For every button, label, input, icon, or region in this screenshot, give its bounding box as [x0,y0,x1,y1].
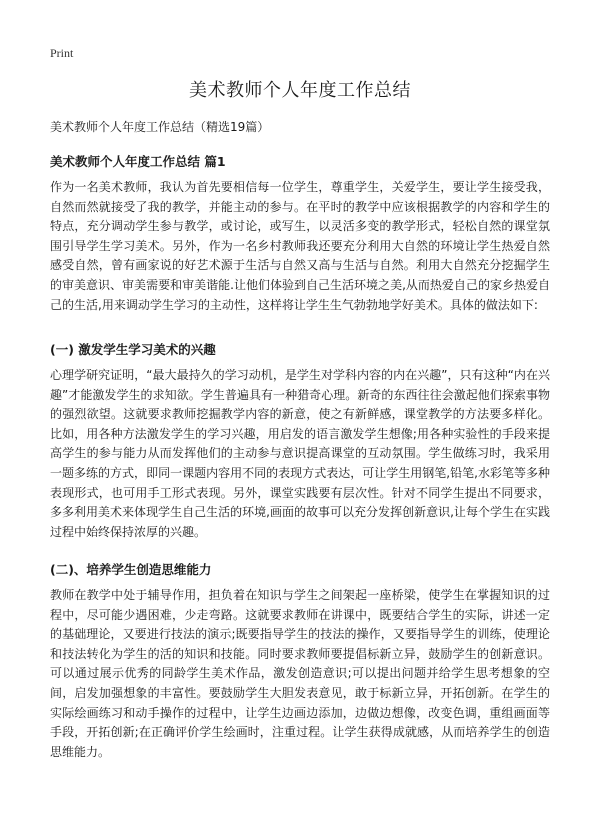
document-subtitle: 美术教师个人年度工作总结（精选19篇） [50,120,270,134]
intro-paragraph: 作为一名美术教师，我认为首先要相信每一位学生，尊重学生，关爱学生，要让学生接受我，自然而然就接受了我的教学，并能主动的参与。在平时的教学中应该根据教学的内容和学生的特点，充分调动学生参与教学，或讨论，或写生，以灵活多变的教学形式，轻松自然的课堂氛围引导学生学习美术。另外，作为一名乡村教师我还要充分利用大自然的环境让学生热爱自然感受自然，曾有画家说的好艺术源于生活与自然又高与生活与自然。利用大自然充分挖掘学生的审美意识、审美需要和审美谐能.让他们体验到自己生活环境之美,从而热爱自己的家乡热爱自己的生活,用来调动学生学习的主动性，这样将让学生生气勃勃地学好美术。具体的做法如下: [50,180,550,312]
section1-heading: (一) 激发学生学习美术的兴趣 [50,342,216,357]
print-label: Print [50,46,74,60]
section2-paragraph: 教师在教学中处于辅导作用，担负着在知识与学生之间架起一座桥梁，使学生在掌握知识的过程中，尽可能少遇困难，少走弯路。这就要求教师在讲课中，既要结合学生的实际，讲述一定的基础理论，又要进行技法的演示;既要指导学生的技法的操作，又要指导学生的训练，使理论和技法转化为学生的活的知识和技能。同时要求教师要提倡标新立异，鼓励学生的创新意识。可以通过展示优秀的同龄学生美术作品，激发创造意识;可以提出问题并给学生思考想象的空间，启发加强想象的丰富性。要鼓励学生大胆发表意见，敢于标新立异，开拓创新。在学生的实际绘画练习和动手操作的过程中，让学生边画边添加，边做边想像，改变色调，重组画面等手段，开拓创新;在正确评价学生绘画时，注重过程。让学生获得成就感，从而培养学生的创造思维能力。 [50,588,550,759]
article-heading: 美术教师个人年度工作总结 篇1 [50,154,226,169]
section2-heading: (二)、培养学生创造思维能力 [50,562,212,577]
section1-paragraph: 心理学研究证明，“最大最持久的学习动机，是学生对学科内容的内在兴趣”，只有这种“内在兴趣”才能激发学生的求知欲。学生普遍具有一种猎奇心理。新奇的东西往往会激起他们探索事物的强烈欲望。这就要求教师挖掘教学内容的新意，使之有新鲜感，课堂教学的方法要多样化。比如，用各种方法激发学生的学习兴趣，用启发的语言激发学生想像;用各种实验性的手段来提高学生的参与能力从而发挥他们的主动参与意识提高课堂的互动氛围。学生做练习时，我采用一题多练的方式，即同一课题内容用不同的表现方式表达，可让学生用钢笔,铅笔,水彩笔等多种表现形式，也可用手工形式表现。另外，课堂实践要有层次性。针对不同学生提出不同要求，多多利用美术来体现学生自己生活的环境,画面的故事可以充分发挥创新意识,让每个学生在实践过程中始终保持浓厚的兴趣。 [50,368,550,539]
document-title: 美术教师个人年度工作总结 [189,80,411,101]
